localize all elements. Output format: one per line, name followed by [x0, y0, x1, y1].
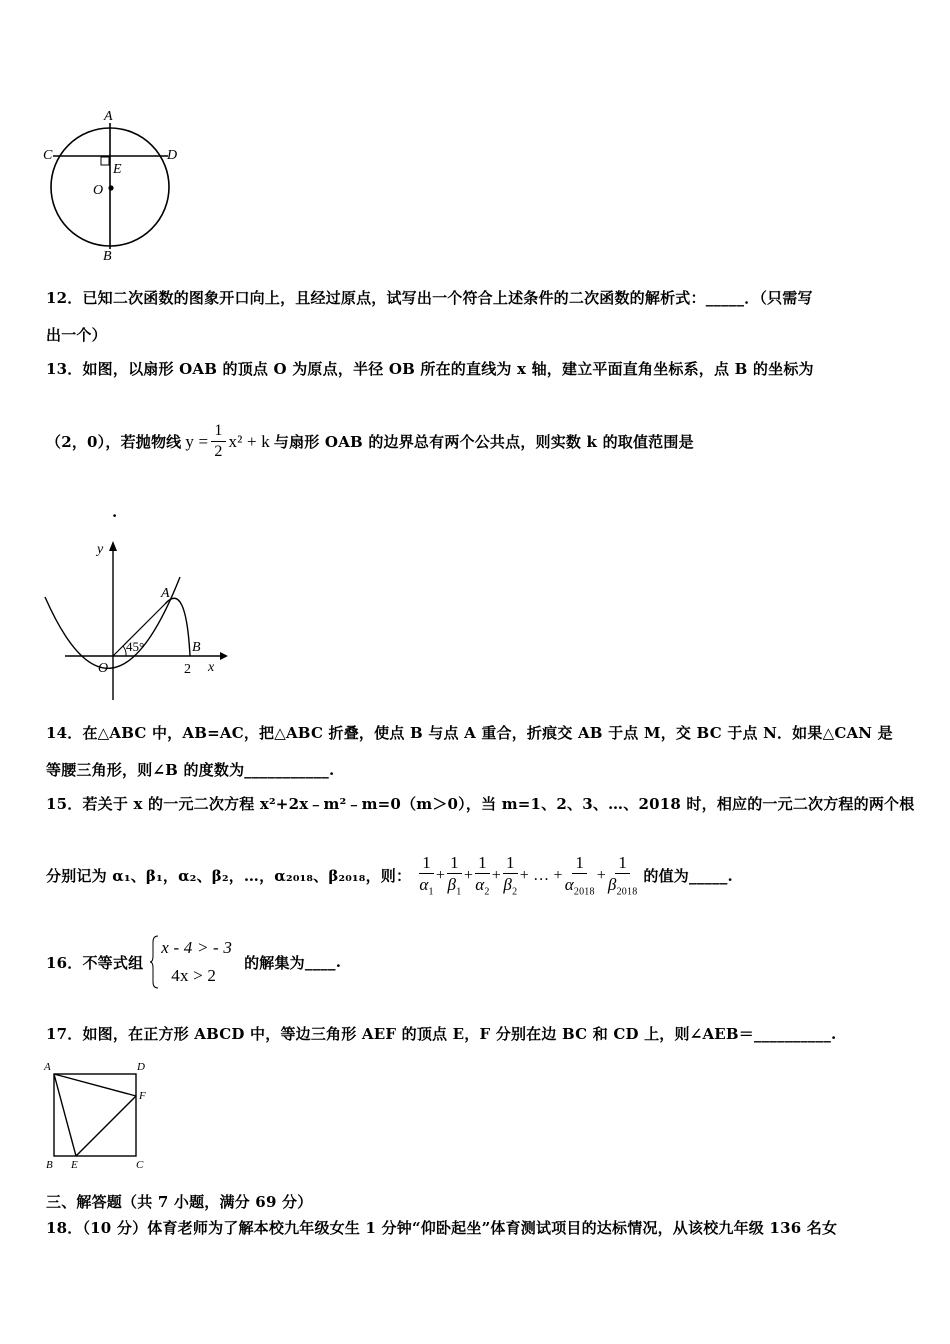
term-5: $\frac{1}{\alpha_{2018}}$ [564, 853, 595, 898]
parabola-formula: y = $\frac{1}{2}$ x² + k [185, 422, 270, 460]
term-3: $\frac{1}{\alpha_2}$ [475, 853, 490, 898]
label-c: C [136, 1159, 144, 1171]
label-a: A [161, 586, 170, 601]
label-d: D [167, 148, 178, 163]
q12-line1: 12．已知二次函数的图象开口向上，且经过原点，试写出一个符合上述条件的二次函数的解析式：_____．（只需写 [46, 289, 813, 307]
q13-line2: （2，0），若抛物线 y = $\frac{1}{2}$ x² + k 与扇形 OAB 的边界总有两个公共点，则实数 k 的取值范围是 [46, 422, 694, 460]
label-f: F [139, 1090, 146, 1102]
q18-line1: 18．（10 分）体育老师为了解本校九年级女生 1 分钟“仰卧起坐”体育测试项目的达标情况，从该校九年级 136 名女 [46, 1219, 838, 1237]
q12-line2: 出一个） [46, 326, 107, 344]
term-4: $\frac{1}{\beta_2}$ [503, 853, 518, 898]
q14-line1: 14．在△ABC 中，AB=AC，把△ABC 折叠，使点 B 与点 A 重合，折痕交 AB 于点 M，交 BC 于点 N．如果△CAN 是 [46, 724, 893, 742]
brace-icon [149, 934, 159, 990]
inequality-system: x - 4 > - 3 4x > 2 [149, 934, 232, 990]
label-two: 2 [184, 662, 191, 677]
q13-line1: 13．如图，以扇形 OAB 的顶点 O 为原点，半径 OB 所在的直线为 x 轴，建立平面直角坐标系，点 B 的坐标为 [46, 360, 814, 378]
label-e: E [71, 1159, 78, 1171]
label-x: x [208, 660, 215, 675]
square-figure [40, 1058, 160, 1173]
label-o: O [98, 661, 109, 676]
label-y: y [97, 542, 104, 557]
q14-line2: 等腰三角形，则∠B 的度数为___________. [46, 761, 335, 779]
q16-row: 16．不等式组 x - 4 > - 3 4x > 2 的解集为 ____ . [46, 934, 341, 990]
label-d: D [137, 1061, 145, 1073]
label-c: C [43, 148, 53, 163]
q15-line1: 15．若关于 x 的一元二次方程 x²+2x﹣m²﹣m=0（m＞0），当 m=1、2、3、…、2018 时，相应的一元二次方程的两个根 [46, 795, 915, 813]
q15-line2: 分别记为 α₁、β₁，α₂、β₂，…，α₂₀₁₈、β₂₀₁₈，则： $\frac{1}{\alpha_1}$ + $\frac{1}{\beta_1}$ + $\frac{1}{\alpha_2}$ + $\frac{1}{\beta_2}$ + … + $\frac{1}{\alpha_{2018}}$ + $\frac{1}{\beta_{2018}}$ 的值为 _____ . [46, 853, 733, 898]
term-6: $\frac{1}{\beta_{2018}}$ [607, 853, 638, 898]
label-angle: 45° [126, 639, 145, 654]
label-b: B [46, 1159, 53, 1171]
parabola-figure [40, 535, 230, 705]
section-3-title: 三、解答题（共 7 小题，满分 69 分） [46, 1193, 313, 1211]
label-a: A [104, 109, 113, 124]
term-2: $\frac{1}{\beta_1}$ [447, 853, 462, 898]
circle-figure [40, 105, 200, 265]
label-a: A [44, 1061, 51, 1073]
label-e: E [113, 162, 122, 177]
term-1: $\frac{1}{\alpha_1}$ [419, 853, 434, 898]
label-b: B [103, 249, 112, 264]
q13-tail: . [112, 503, 118, 521]
label-o: O [93, 183, 104, 198]
label-b: B [192, 640, 201, 655]
q17-line1: 17．如图，在正方形 ABCD 中，等边三角形 AEF 的顶点 E，F 分别在边 BC 和 CD 上，则∠AEB＝__________. [46, 1025, 837, 1043]
